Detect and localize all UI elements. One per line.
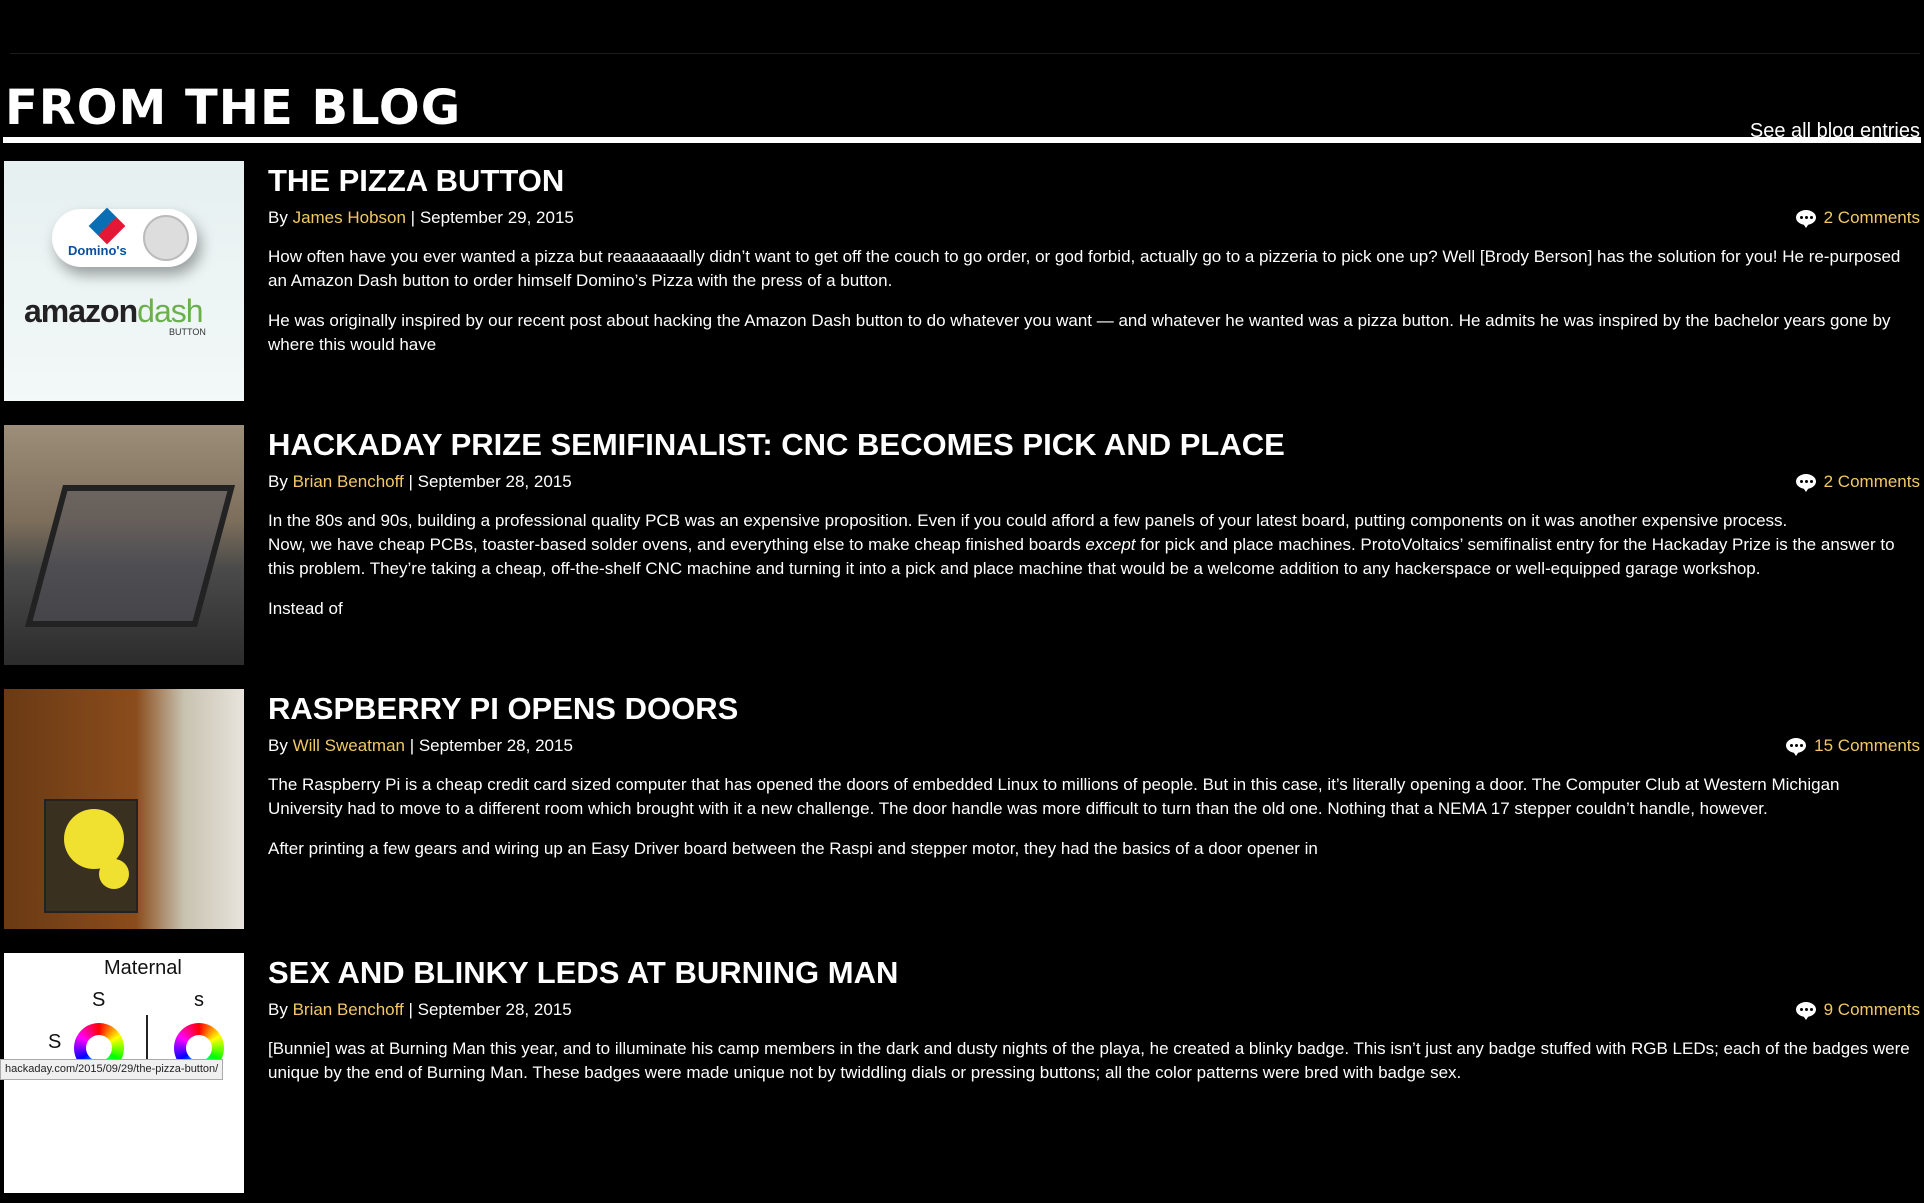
dash-button-circle bbox=[143, 215, 189, 261]
comment-bubble-icon bbox=[1786, 738, 1806, 755]
blog-post bbox=[0, 953, 1924, 1203]
post-date: | September 28, 2015 bbox=[404, 736, 573, 755]
by-label: By bbox=[268, 472, 293, 491]
post-excerpt bbox=[268, 245, 1918, 373]
by-label: By bbox=[268, 736, 293, 755]
section-title: FROM THE BLOG bbox=[5, 80, 462, 136]
author-link[interactable]: James Hobson bbox=[292, 208, 406, 227]
post-title[interactable]: RASPBERRY PI OPENS DOORS bbox=[268, 691, 739, 726]
diagram-label: s bbox=[194, 989, 204, 1011]
excerpt-emphasis: except bbox=[1085, 535, 1136, 554]
post-meta bbox=[268, 208, 574, 228]
post-title[interactable]: SEX AND BLINKY LEDS AT BURNING MAN bbox=[268, 955, 899, 990]
dominos-logo-icon bbox=[89, 208, 126, 245]
comments-link[interactable]: 2 Comments bbox=[1823, 472, 1920, 491]
excerpt-paragraph: He was originally inspired by our recent post about hacking the Amazon Dash button to do whatever you want — and whatever he wanted was a pizza button. He admits he was inspired by the bachelor years gone by where this would have bbox=[268, 311, 1891, 354]
by-label: By bbox=[268, 208, 293, 227]
cnc-machine-image bbox=[25, 485, 235, 627]
diagram-label: S bbox=[48, 1031, 62, 1053]
comments bbox=[1796, 1000, 1920, 1020]
top-divider bbox=[10, 53, 1920, 54]
blog-post bbox=[0, 161, 1924, 411]
excerpt-paragraph: After printing a few gears and wiring up an Easy Driver board between the Raspi and stepper motor, they had the basics of a door opener in bbox=[268, 839, 1318, 858]
dash-button-image bbox=[52, 209, 197, 267]
excerpt-line: In the 80s and 90s, building a professional quality PCB was an expensive proposition. Even if you could afford a few panels of your latest board, putting components on it was another expensive process. bbox=[268, 511, 1788, 530]
button-text: BUTTON bbox=[169, 327, 206, 337]
comments bbox=[1786, 736, 1920, 756]
post-date: | September 29, 2015 bbox=[405, 208, 574, 227]
comment-bubble-icon bbox=[1796, 210, 1816, 227]
author-link[interactable]: Will Sweatman bbox=[292, 736, 405, 755]
post-title[interactable]: THE PIZZA BUTTON bbox=[268, 163, 565, 198]
amazon-dash-logo bbox=[24, 293, 203, 330]
dominos-text: Domino's bbox=[68, 243, 127, 258]
excerpt-text: for pick and place machines. ProtoVoltaics’ semifinalist entry for the Hackaday Prize is the answer to this problem. They’re taking a cheap, off-the-shelf CNC machine and turning it into a pick and place machine that would be a welcome addition to any hackerspace or well-equipped garage workshop. bbox=[268, 535, 1895, 578]
post-thumbnail[interactable] bbox=[4, 689, 244, 929]
comment-bubble-icon bbox=[1796, 474, 1816, 491]
excerpt-paragraph bbox=[268, 509, 1918, 581]
section-rule bbox=[3, 137, 1921, 143]
author-link[interactable]: Brian Benchoff bbox=[292, 1000, 404, 1019]
post-excerpt bbox=[268, 773, 1918, 877]
comments bbox=[1796, 208, 1920, 228]
gear-image bbox=[99, 859, 129, 889]
amazon-text: amazon bbox=[24, 293, 138, 329]
by-label: By bbox=[268, 1000, 293, 1019]
post-date: | September 28, 2015 bbox=[403, 472, 572, 491]
dash-text: dash bbox=[137, 293, 203, 329]
post-thumbnail[interactable] bbox=[4, 161, 244, 401]
excerpt-paragraph: How often have you ever wanted a pizza but reaaaaaaally didn’t want to get off the couch to go order, or god forbid, actually go to a pizzeria to pick one up? Well [Brody Berson] has the solution for you! He re-purposed an Amazon Dash button to order himself Domino’s Pizza with the press of a button. bbox=[268, 247, 1901, 290]
post-meta bbox=[268, 472, 572, 492]
author-link[interactable]: Brian Benchoff bbox=[292, 472, 404, 491]
post-thumbnail[interactable] bbox=[4, 425, 244, 665]
post-meta bbox=[268, 736, 573, 756]
diagram-label: S bbox=[92, 989, 106, 1011]
post-meta bbox=[268, 1000, 572, 1020]
excerpt-text: Now, we have cheap PCBs, toaster-based solder ovens, and everything else to make cheap finished boards bbox=[268, 535, 1086, 554]
comments bbox=[1796, 472, 1920, 492]
diagram-label: Maternal bbox=[104, 957, 182, 979]
post-excerpt bbox=[268, 509, 1918, 637]
blog-post bbox=[0, 689, 1924, 939]
excerpt-paragraph: [Bunnie] was at Burning Man this year, and to illuminate his camp members in the dark and dusty nights of the playa, he created a blinky badge. This isn’t just any badge stuffed with RGB LEDs; each of the badges were unique by the end of Burning Man. These badges were made unique not by twiddling dials or pressing buttons; all the color patterns were bred with badge sex. bbox=[268, 1039, 1910, 1082]
excerpt-paragraph: The Raspberry Pi is a cheap credit card sized computer that has opened the doors of embedded Linux to millions of people. But in this case, it’s literally opening a door. The Computer Club at Western Michigan University had to move to a different room which brought with it a new challenge. The door handle was more difficult to turn than the old one. Nothing that a NEMA 17 stepper couldn’t handle, however. bbox=[268, 775, 1840, 818]
post-date: | September 28, 2015 bbox=[403, 1000, 572, 1019]
blog-post bbox=[0, 425, 1924, 675]
browser-status-bar: hackaday.com/2015/09/29/the-pizza-button/ bbox=[0, 1059, 223, 1080]
comment-bubble-icon bbox=[1796, 1002, 1816, 1019]
post-excerpt bbox=[268, 1037, 1918, 1101]
post-title[interactable]: HACKADAY PRIZE SEMIFINALIST: CNC BECOMES PICK AND PLACE bbox=[268, 427, 1285, 462]
comments-link[interactable]: 15 Comments bbox=[1814, 736, 1920, 755]
see-all-blog-entries-link[interactable]: See all blog entries bbox=[1749, 120, 1920, 142]
comments-link[interactable]: 9 Comments bbox=[1823, 1000, 1920, 1019]
comments-link[interactable]: 2 Comments bbox=[1823, 208, 1920, 227]
excerpt-paragraph: Instead of bbox=[268, 599, 343, 618]
